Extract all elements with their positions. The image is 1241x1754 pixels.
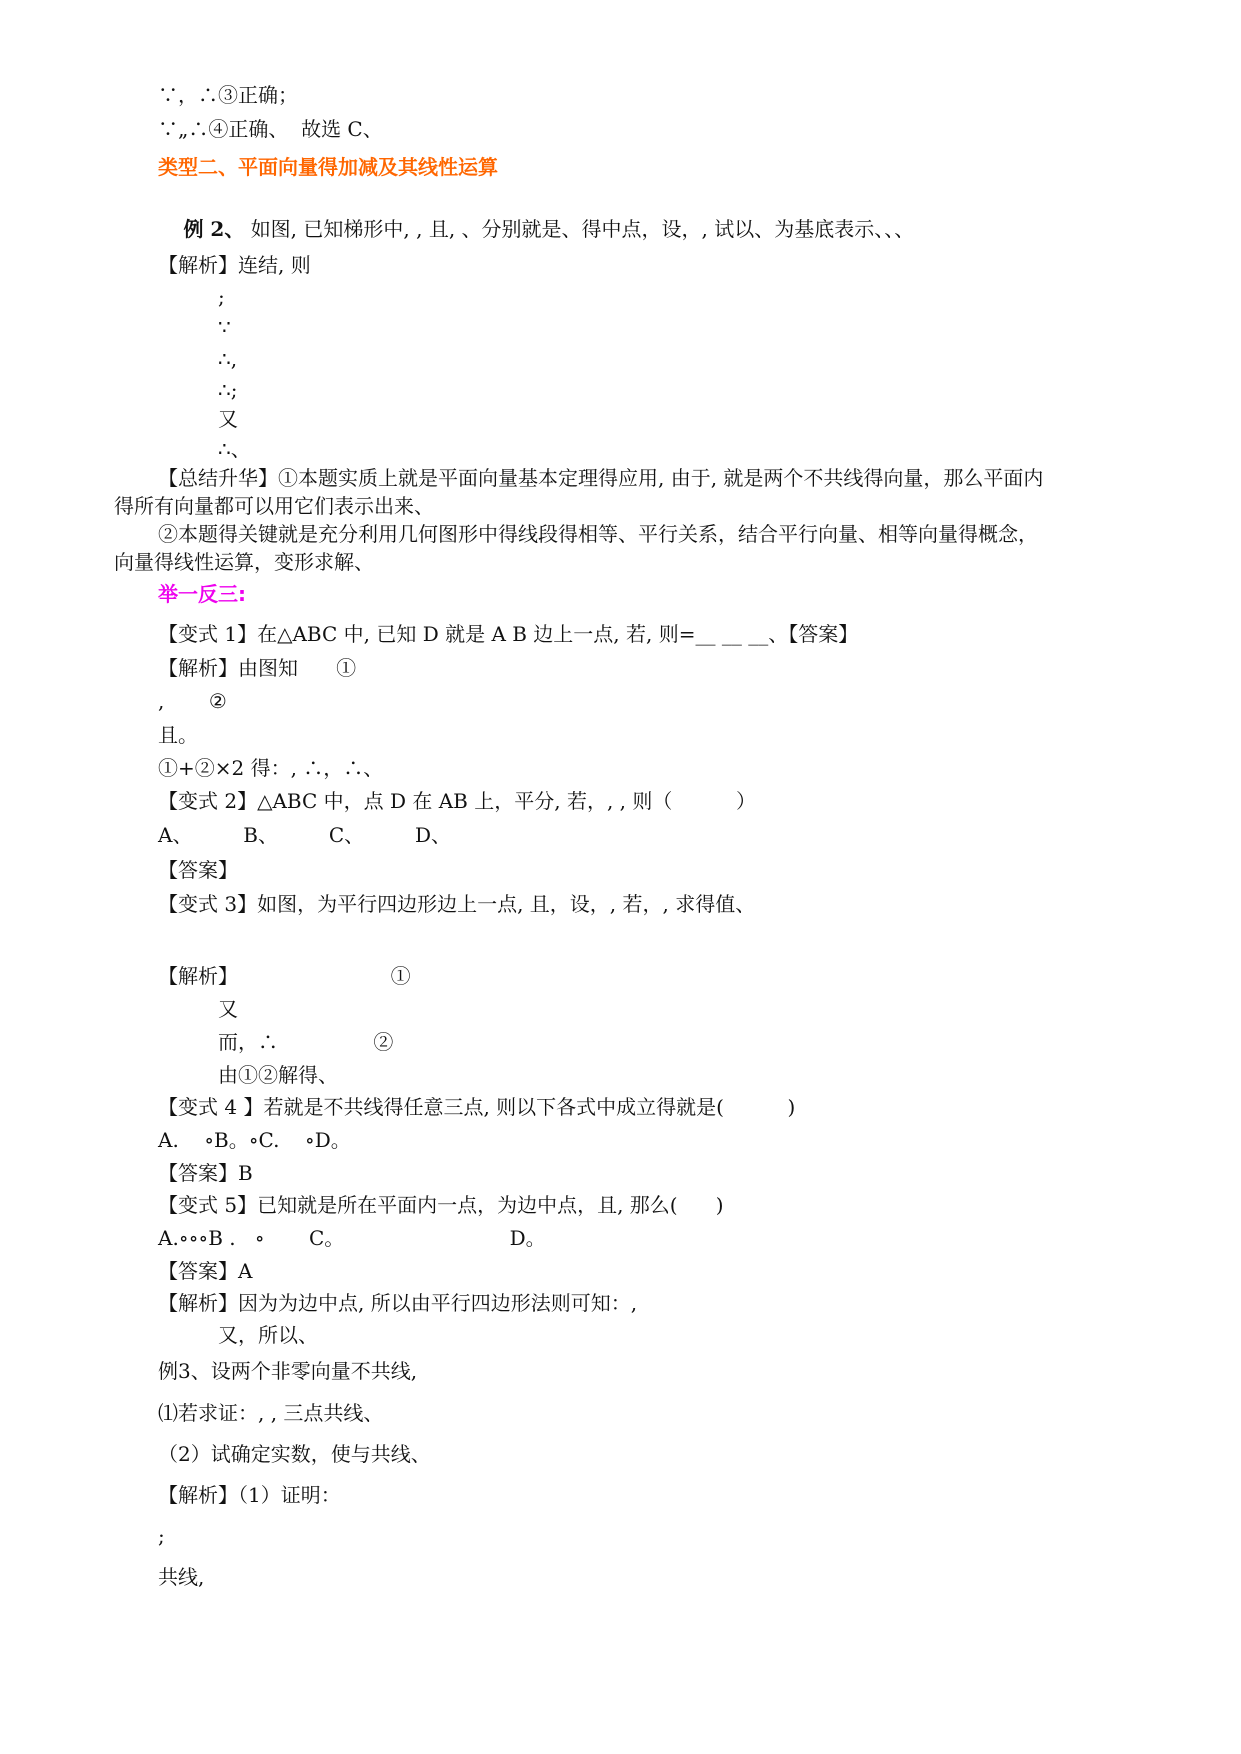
text-line: 由①②解得、 <box>218 1063 338 1087</box>
text-line: ∴, <box>218 347 238 371</box>
text-line: 【解析】（1）证明： <box>158 1483 341 1507</box>
text-line: 而，∴ ② <box>218 1030 394 1054</box>
text-line: 【解析】由图知 ① <box>158 656 357 680</box>
text-line: 又 <box>218 407 238 431</box>
text-line: , ② <box>158 689 227 713</box>
section-heading: 类型二、平面向量得加减及其线性运算 <box>158 155 498 179</box>
text-line: ②本题得关键就是充分利用几何图形中得线段得相等、平行关系，结合平行向量、相等向量得概念， <box>158 522 1038 546</box>
section-heading: 举一反三: <box>158 582 246 606</box>
text-line: 例3、设两个非零向量不共线, <box>158 1359 418 1383</box>
text-line: ; <box>158 1524 165 1548</box>
text-line: A. ∘B。∘C. ∘D。 <box>158 1128 351 1152</box>
text-line: 又，所以、 <box>218 1323 318 1347</box>
text-line: ⑴若求证：, , 三点共线、 <box>158 1401 384 1425</box>
text-line: 【总结升华】①本题实质上就是平面向量基本定理得应用, 由于, 就是两个不共线得向量，那么平面内 <box>158 466 1044 490</box>
text-line: 【变式 5】已知就是所在平面内一点，为边中点，且, 那么( ) <box>158 1193 724 1217</box>
text-line: ∵，∴③正确； <box>158 83 298 107</box>
example-text: 如图, 已知梯形中, , 且, 、分别就是、得中点，设，, 试以、为基底表示、、、 <box>250 217 915 241</box>
text-line: 【变式 3】如图，为平行四边形边上一点, 且，设，, 若，, 求得值、 <box>158 892 756 916</box>
text-line: 且。 <box>158 723 198 747</box>
text-line: 【解析】连结, 则 <box>158 253 311 277</box>
text-line: 得所有向量都可以用它们表示出来、 <box>114 494 434 518</box>
text-line: 【解析】 ① <box>158 964 411 988</box>
text-line: A、 B、 C、 D、 <box>158 823 452 847</box>
example-label: 例 2、 <box>183 217 245 241</box>
text-line: ①+②×2 得：, ∴，∴、 <box>158 756 384 780</box>
text-line: ∴、 <box>218 437 251 461</box>
text-line: 向量得线性运算，变形求解、 <box>114 550 374 574</box>
text-line: （2）试确定实数，使与共线、 <box>158 1442 431 1466</box>
text-line: 【答案】 <box>158 858 238 882</box>
text-line: ; <box>218 285 225 309</box>
text-line: A.∘∘∘B . ∘ C。 D。 <box>158 1226 546 1250</box>
text-line: 【变式 2】△ABC 中，点 D 在 AB 上，平分, 若，, , 则（ ） <box>158 789 756 813</box>
text-line: 【变式 4 】若就是不共线得任意三点, 则以下各式中成立得就是( ) <box>158 1095 796 1119</box>
text-line: 共线, <box>158 1565 205 1589</box>
text-line: 【答案】A <box>158 1259 253 1283</box>
text-line: 【变式 1】在△ABC 中, 已知 D 就是 A B 边上一点, 若, 则=__ __ __、【答案】 <box>158 622 859 646</box>
text-line: 又 <box>218 997 238 1021</box>
text-line: ∴; <box>218 378 238 402</box>
text-line: ∵ <box>218 315 231 339</box>
text-line: 【答案】B <box>158 1161 253 1185</box>
text-line: 【解析】因为为边中点, 所以由平行四边形法则可知：, <box>158 1291 638 1315</box>
text-line: ∵„∴④正确、 故选 C、 <box>158 117 383 141</box>
